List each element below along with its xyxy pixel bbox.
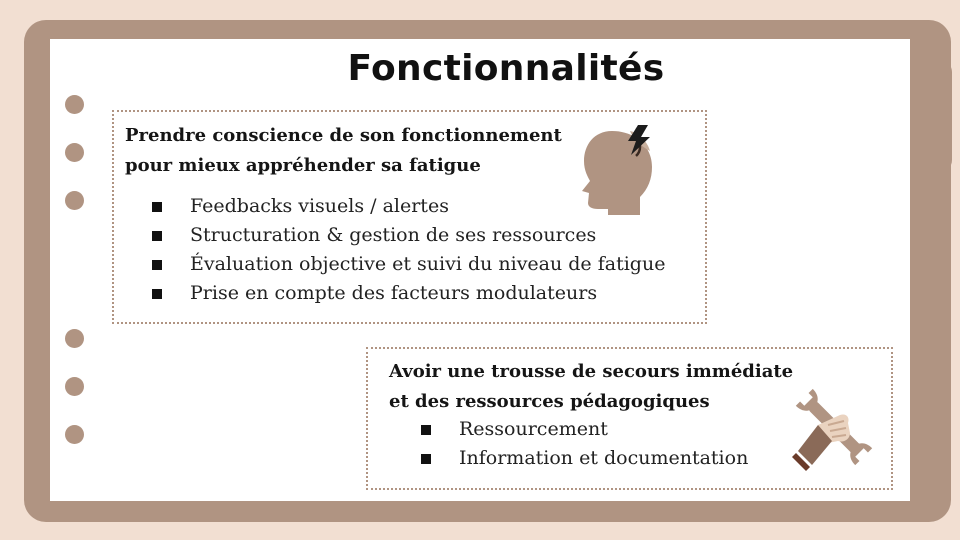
list-item: [421, 444, 748, 473]
binder-hole: [65, 191, 84, 210]
hand-wrench-icon: [788, 381, 880, 473]
list-item-label: Évaluation objective et suivi du niveau de fatigue: [190, 253, 666, 275]
head-lightning-icon: [578, 125, 656, 215]
binder-hole: [65, 143, 84, 162]
slide-title: Fonctionnalités: [347, 48, 665, 89]
binder-hole: [65, 425, 84, 444]
binder-hole: [65, 95, 84, 114]
card-heading-line: Prendre conscience de son fonctionnement: [125, 125, 562, 146]
feature-list: [421, 415, 748, 473]
notebook-tab: [930, 60, 952, 172]
list-item-label: Prise en compte des facteurs modulateurs: [190, 282, 598, 304]
list-item: [152, 250, 665, 279]
square-bullet-icon: [421, 454, 431, 464]
list-item: [152, 279, 665, 308]
list-item-label: Information et documentation: [459, 447, 749, 469]
square-bullet-icon: [421, 425, 431, 435]
square-bullet-icon: [152, 260, 162, 270]
square-bullet-icon: [152, 289, 162, 299]
card-heading-line: pour mieux appréhender sa fatigue: [125, 155, 481, 176]
binder-hole: [65, 329, 84, 348]
card-heading: [125, 121, 562, 181]
card-heading-line: Avoir une trousse de secours immédiate: [389, 361, 794, 382]
card-heading: [389, 357, 793, 417]
square-bullet-icon: [152, 202, 162, 212]
list-item-label: Feedbacks visuels / alertes: [190, 195, 449, 217]
square-bullet-icon: [152, 231, 162, 241]
list-item-label: Ressourcement: [459, 418, 608, 440]
list-item: [152, 221, 665, 250]
card-heading-line: et des ressources pédagogiques: [389, 391, 710, 412]
list-item-label: Structuration & gestion de ses ressources: [190, 224, 597, 246]
list-item: [421, 415, 748, 444]
binder-hole: [65, 377, 84, 396]
